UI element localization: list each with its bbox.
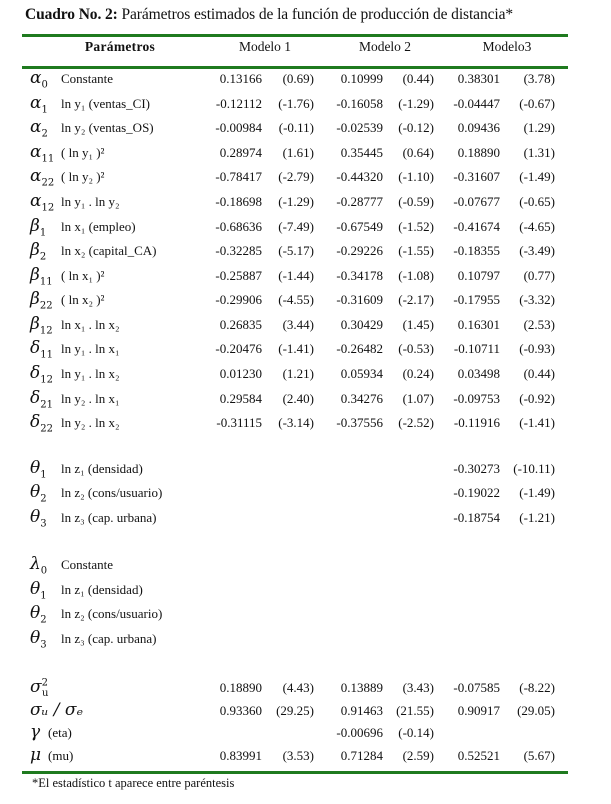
m1-coefficient: 0.93360	[219, 703, 262, 718]
m2-coefficient: 0.35445	[340, 145, 383, 160]
symbol-subscript: 12	[40, 374, 53, 386]
m2-t-statistic: (0.44)	[402, 71, 434, 86]
m3-t-statistic: (1.29)	[523, 120, 555, 135]
m2-t-statistic: (-1.52)	[398, 219, 434, 234]
symbol-letter: δ	[30, 388, 41, 408]
m3-coefficient: -0.09753	[453, 391, 500, 406]
table-row	[0, 412, 611, 437]
parameter-label: (mu)	[48, 748, 74, 763]
m1-t-statistic: (-1.29)	[278, 194, 314, 209]
m2-coefficient: -0.26482	[336, 341, 383, 356]
m2-t-statistic: (21.55)	[396, 703, 434, 718]
m3-t-statistic: (5.67)	[523, 748, 555, 763]
symbol-letter: β	[30, 265, 40, 285]
parameter-symbol	[30, 142, 54, 164]
parameter-symbol	[30, 412, 53, 434]
parameter-label: ln y₂ . ln x₁	[61, 391, 120, 406]
symbol-subscript: 1	[40, 590, 47, 602]
m1-coefficient: -0.18698	[215, 194, 262, 209]
table-row	[0, 458, 611, 483]
m3-coefficient: -0.18355	[453, 243, 500, 258]
table-row	[0, 745, 611, 770]
m1-t-statistic: (2.40)	[282, 391, 314, 406]
m1-t-statistic: (-2.79)	[278, 169, 314, 184]
symbol-letter: θ	[30, 458, 41, 478]
m2-t-statistic: (-2.17)	[398, 292, 434, 307]
parameter-symbol	[30, 482, 47, 504]
parameter-symbol	[30, 117, 48, 139]
parameter-symbol	[30, 68, 48, 90]
parameter-label: ( ln y₁ )²	[61, 145, 105, 160]
symbol-letter: α	[30, 191, 42, 211]
m1-t-statistic: (3.53)	[282, 748, 314, 763]
m2-coefficient: 0.91463	[340, 703, 383, 718]
symbol-letter: α	[30, 166, 42, 186]
m2-coefficient: 0.10999	[340, 71, 383, 86]
m3-coefficient: -0.17955	[453, 292, 500, 307]
symbol-subscript: 12	[41, 202, 55, 214]
parameter-label: ln y₂ . ln x₂	[61, 415, 120, 430]
m2-t-statistic: (-1.55)	[398, 243, 434, 258]
m1-t-statistic: (0.69)	[282, 71, 314, 86]
parameter-label: ln z₁ (densidad)	[61, 582, 143, 597]
m2-coefficient: -0.67549	[336, 219, 383, 234]
m3-t-statistic: (0.44)	[523, 366, 555, 381]
m1-coefficient: -0.32285	[215, 243, 262, 258]
m2-t-statistic: (1.45)	[402, 317, 434, 332]
table-row	[0, 338, 611, 363]
m1-coefficient: 0.83991	[219, 748, 262, 763]
m2-coefficient: 0.13889	[340, 680, 383, 695]
parameter-label: Constante	[61, 71, 113, 86]
symbol-letter: θ	[30, 628, 41, 648]
m2-coefficient: 0.30429	[340, 317, 383, 332]
m1-t-statistic: (-1.41)	[278, 341, 314, 356]
header-parametros: Parámetros	[84, 39, 156, 54]
m3-t-statistic: (-1.21)	[519, 510, 555, 525]
table-row	[0, 603, 611, 628]
symbol-subscript: 2	[39, 251, 47, 263]
header-modelo-3: Modelo3	[482, 39, 532, 54]
table-row	[0, 507, 611, 532]
symbol-subscript: 3	[40, 518, 47, 530]
m1-t-statistic: (-3.14)	[278, 415, 314, 430]
parameter-label: ln z₁ (densidad)	[61, 461, 143, 476]
parameter-label: ln z₂ (cons/usuario)	[61, 606, 163, 621]
m1-t-statistic: (-7.49)	[278, 219, 314, 234]
m1-coefficient: -0.12112	[215, 96, 262, 111]
m2-coefficient: -0.31609	[336, 292, 383, 307]
parameter-symbol	[30, 579, 47, 601]
parameter-label: ln y₂ (ventas_OS)	[61, 120, 154, 135]
m3-coefficient: 0.38301	[457, 71, 500, 86]
parameter-label: ln x₂ (capital_CA)	[61, 243, 157, 258]
parameter-label: ln z₃ (cap. urbana)	[61, 510, 157, 525]
table-row	[0, 677, 611, 702]
m1-coefficient: -0.29906	[215, 292, 262, 307]
table-row	[0, 482, 611, 507]
m3-t-statistic: (-8.22)	[519, 680, 555, 695]
symbol-subscript: 0	[41, 79, 48, 91]
parameter-symbol	[30, 554, 47, 576]
m3-t-statistic: (3.78)	[523, 71, 555, 86]
parameter-symbol	[30, 603, 47, 625]
m1-t-statistic: (-5.17)	[278, 243, 314, 258]
parameter-symbol	[30, 628, 47, 650]
m2-coefficient: -0.28777	[336, 194, 383, 209]
m1-coefficient: 0.01230	[219, 366, 262, 381]
m3-coefficient: -0.18754	[453, 510, 500, 525]
m3-t-statistic: (-4.65)	[519, 219, 555, 234]
parameter-symbol	[30, 216, 46, 238]
table-row	[0, 68, 611, 93]
m2-coefficient: -0.44320	[336, 169, 383, 184]
parameter-label: ln y₁ . ln x₂	[61, 366, 120, 381]
parameter-symbol	[30, 265, 53, 287]
m3-coefficient: 0.52521	[457, 748, 500, 763]
m2-t-statistic: (-0.59)	[398, 194, 434, 209]
m2-coefficient: -0.16058	[336, 96, 383, 111]
m2-t-statistic: (-2.52)	[398, 415, 434, 430]
table-row	[0, 314, 611, 339]
m3-coefficient: -0.10711	[453, 341, 500, 356]
table-row	[0, 388, 611, 413]
symbol-letter: σᵤ / σₑ	[30, 700, 84, 720]
table-row	[0, 722, 611, 747]
m3-coefficient: 0.18890	[457, 145, 500, 160]
parameter-symbol	[30, 166, 54, 188]
symbol-letter: δ	[30, 412, 41, 432]
symbol-letter: θ	[30, 603, 41, 623]
m3-t-statistic: (-1.41)	[519, 415, 555, 430]
m2-coefficient: 0.34276	[340, 391, 383, 406]
m3-t-statistic: (-0.92)	[519, 391, 555, 406]
parameter-label: ln y₁ . ln y₂	[61, 194, 120, 209]
table-row	[0, 700, 611, 725]
symbol-letter: λ	[30, 554, 41, 574]
m2-coefficient: -0.37556	[336, 415, 383, 430]
symbol-subscript: 1	[40, 469, 47, 481]
m3-coefficient: -0.07677	[453, 194, 500, 209]
symbol-subscript: 22	[40, 423, 53, 435]
table-row	[0, 117, 611, 142]
symbol-letter: δ	[30, 338, 41, 358]
parameter-label: ln x₁ . ln x₂	[61, 317, 120, 332]
m3-coefficient: -0.04447	[453, 96, 500, 111]
m1-t-statistic: (-4.55)	[278, 292, 314, 307]
m3-t-statistic: (0.77)	[523, 268, 555, 283]
m2-coefficient: -0.02539	[336, 120, 383, 135]
symbol-subscript: 3	[40, 639, 47, 651]
m1-t-statistic: (29.25)	[276, 703, 314, 718]
m1-coefficient: 0.18890	[219, 680, 262, 695]
table-title-text: Parámetros estimados de la función de producción de distancia*	[117, 6, 514, 23]
m2-coefficient: -0.00696	[336, 725, 383, 740]
parameter-symbol	[30, 240, 46, 262]
symbol-letter: σ	[30, 677, 42, 697]
header-rule	[22, 66, 568, 69]
m2-t-statistic: (2.59)	[402, 748, 434, 763]
symbol-subscript: 11	[39, 276, 53, 288]
parameter-symbol	[30, 722, 40, 742]
symbol-letter: θ	[30, 507, 41, 527]
m3-coefficient: -0.11916	[453, 415, 500, 430]
symbol-subscript: u	[41, 688, 49, 700]
top-rule	[22, 34, 568, 37]
symbol-letter: α	[30, 142, 42, 162]
m1-coefficient: -0.68636	[215, 219, 262, 234]
m2-t-statistic: (-0.53)	[398, 341, 434, 356]
symbol-subscript: 2	[41, 128, 48, 140]
m3-coefficient: -0.19022	[453, 485, 500, 500]
m1-t-statistic: (1.61)	[282, 145, 314, 160]
footnote: *El estadístico t aparece entre paréntesis	[32, 776, 235, 790]
m3-t-statistic: (29.05)	[517, 703, 555, 718]
m1-coefficient: 0.28974	[219, 145, 262, 160]
m2-coefficient: -0.29226	[336, 243, 383, 258]
symbol-letter: α	[30, 93, 42, 113]
table-row	[0, 93, 611, 118]
m3-coefficient: -0.30273	[453, 461, 500, 476]
m2-coefficient: 0.05934	[340, 366, 383, 381]
symbol-subscript: 21	[40, 399, 53, 411]
symbol-letter: γ	[30, 722, 41, 742]
m2-coefficient: 0.71284	[340, 748, 383, 763]
table-row	[0, 191, 611, 216]
symbol-subscript: 12	[39, 325, 53, 337]
m1-coefficient: 0.29584	[219, 391, 262, 406]
table-row	[0, 142, 611, 167]
symbol-letter: β	[30, 216, 40, 236]
symbol-letter: β	[30, 240, 40, 260]
symbol-superscript: 2	[41, 677, 48, 689]
m3-t-statistic: (-10.11)	[513, 461, 555, 476]
parameter-symbol	[30, 677, 48, 699]
table-row	[0, 166, 611, 191]
m1-coefficient: -0.20476	[215, 341, 262, 356]
m1-coefficient: 0.13166	[219, 71, 262, 86]
symbol-letter: θ	[30, 482, 41, 502]
m2-t-statistic: (-1.08)	[398, 268, 434, 283]
m2-t-statistic: (0.24)	[402, 366, 434, 381]
parameter-label: (eta)	[48, 725, 72, 740]
parameter-symbol	[30, 191, 54, 213]
parameter-symbol	[30, 745, 41, 765]
symbol-subscript: 11	[41, 153, 55, 165]
m2-coefficient: -0.34178	[336, 268, 383, 283]
table-title-label: Cuadro No. 2:	[25, 6, 118, 23]
m1-t-statistic: (4.43)	[282, 680, 314, 695]
symbol-subscript: 2	[40, 493, 47, 505]
m3-coefficient: -0.41674	[453, 219, 500, 234]
m2-t-statistic: (1.07)	[402, 391, 434, 406]
header-modelo-2: Modelo 2	[358, 39, 412, 54]
symbol-subscript: 22	[39, 300, 53, 312]
m1-coefficient: -0.78417	[215, 169, 262, 184]
m1-t-statistic: (-1.76)	[278, 96, 314, 111]
table-row	[0, 554, 611, 579]
table-row	[0, 265, 611, 290]
symbol-subscript: 1	[41, 104, 48, 116]
m3-coefficient: -0.31607	[453, 169, 500, 184]
parameter-label: ln z₃ (cap. urbana)	[61, 631, 157, 646]
m3-t-statistic: (-3.32)	[519, 292, 555, 307]
m3-t-statistic: (-1.49)	[519, 485, 555, 500]
symbol-letter: θ	[30, 579, 41, 599]
m1-coefficient: -0.00984	[215, 120, 262, 135]
parameter-label: Constante	[61, 557, 113, 572]
symbol-letter: δ	[30, 363, 41, 383]
m3-t-statistic: (-0.65)	[519, 194, 555, 209]
symbol-subscript: 11	[40, 349, 53, 361]
m2-t-statistic: (-0.12)	[398, 120, 434, 135]
parameter-label: ln z₂ (cons/usuario)	[61, 485, 163, 500]
parameter-label: ( ln x₂ )²	[61, 292, 105, 307]
bottom-rule	[22, 771, 568, 774]
m3-t-statistic: (-0.67)	[519, 96, 555, 111]
table-row	[0, 289, 611, 314]
symbol-subscript: 22	[41, 177, 55, 189]
symbol-subscript: 1	[39, 227, 47, 239]
symbol-letter: α	[30, 117, 42, 137]
header-modelo-1: Modelo 1	[238, 39, 292, 54]
symbol-letter: μ	[30, 745, 42, 765]
m3-t-statistic: (1.31)	[523, 145, 555, 160]
m3-t-statistic: (2.53)	[523, 317, 555, 332]
table-row	[0, 363, 611, 388]
table-row	[0, 628, 611, 653]
parameter-label: ( ln x₁ )²	[61, 268, 105, 283]
table-title	[25, 6, 513, 24]
m1-coefficient: 0.26835	[219, 317, 262, 332]
table-row	[0, 216, 611, 241]
m3-t-statistic: (-0.93)	[519, 341, 555, 356]
parameter-label: ( ln y₂ )²	[61, 169, 105, 184]
parameter-symbol	[30, 700, 83, 720]
m3-t-statistic: (-3.49)	[519, 243, 555, 258]
symbol-subscript: 0	[40, 565, 48, 577]
symbol-letter: α	[30, 68, 42, 88]
m3-coefficient: -0.07585	[453, 680, 500, 695]
parameter-symbol	[30, 363, 53, 385]
parameter-symbol	[30, 388, 53, 410]
parameter-symbol	[30, 314, 53, 336]
m1-coefficient: -0.31115	[216, 415, 262, 430]
m1-t-statistic: (3.44)	[282, 317, 314, 332]
m2-t-statistic: (-1.29)	[398, 96, 434, 111]
symbol-letter: β	[30, 314, 40, 334]
parameter-label: ln y₁ . ln x₁	[61, 341, 120, 356]
parameter-symbol	[30, 507, 47, 529]
parameter-symbol	[30, 458, 47, 480]
m1-t-statistic: (-1.44)	[278, 268, 314, 283]
m3-coefficient: 0.90917	[457, 703, 500, 718]
m2-t-statistic: (0.64)	[402, 145, 434, 160]
m3-t-statistic: (-1.49)	[519, 169, 555, 184]
m1-t-statistic: (1.21)	[282, 366, 314, 381]
parameter-label: ln y₁ (ventas_CI)	[61, 96, 151, 111]
table-row	[0, 579, 611, 604]
m3-coefficient: 0.09436	[457, 120, 500, 135]
parameter-symbol	[30, 338, 53, 360]
parameter-symbol	[30, 93, 48, 115]
parameter-label: ln x₁ (empleo)	[61, 219, 136, 234]
m3-coefficient: 0.16301	[457, 317, 500, 332]
symbol-letter: β	[30, 289, 40, 309]
m2-t-statistic: (-0.14)	[398, 725, 434, 740]
m1-t-statistic: (-0.11)	[278, 120, 314, 135]
symbol-subscript: 2	[40, 614, 47, 626]
m3-coefficient: 0.10797	[457, 268, 500, 283]
m2-t-statistic: (3.43)	[402, 680, 434, 695]
m2-t-statistic: (-1.10)	[398, 169, 434, 184]
parameter-symbol	[30, 289, 53, 311]
m3-coefficient: 0.03498	[457, 366, 500, 381]
table-row	[0, 240, 611, 265]
m1-coefficient: -0.25887	[215, 268, 262, 283]
